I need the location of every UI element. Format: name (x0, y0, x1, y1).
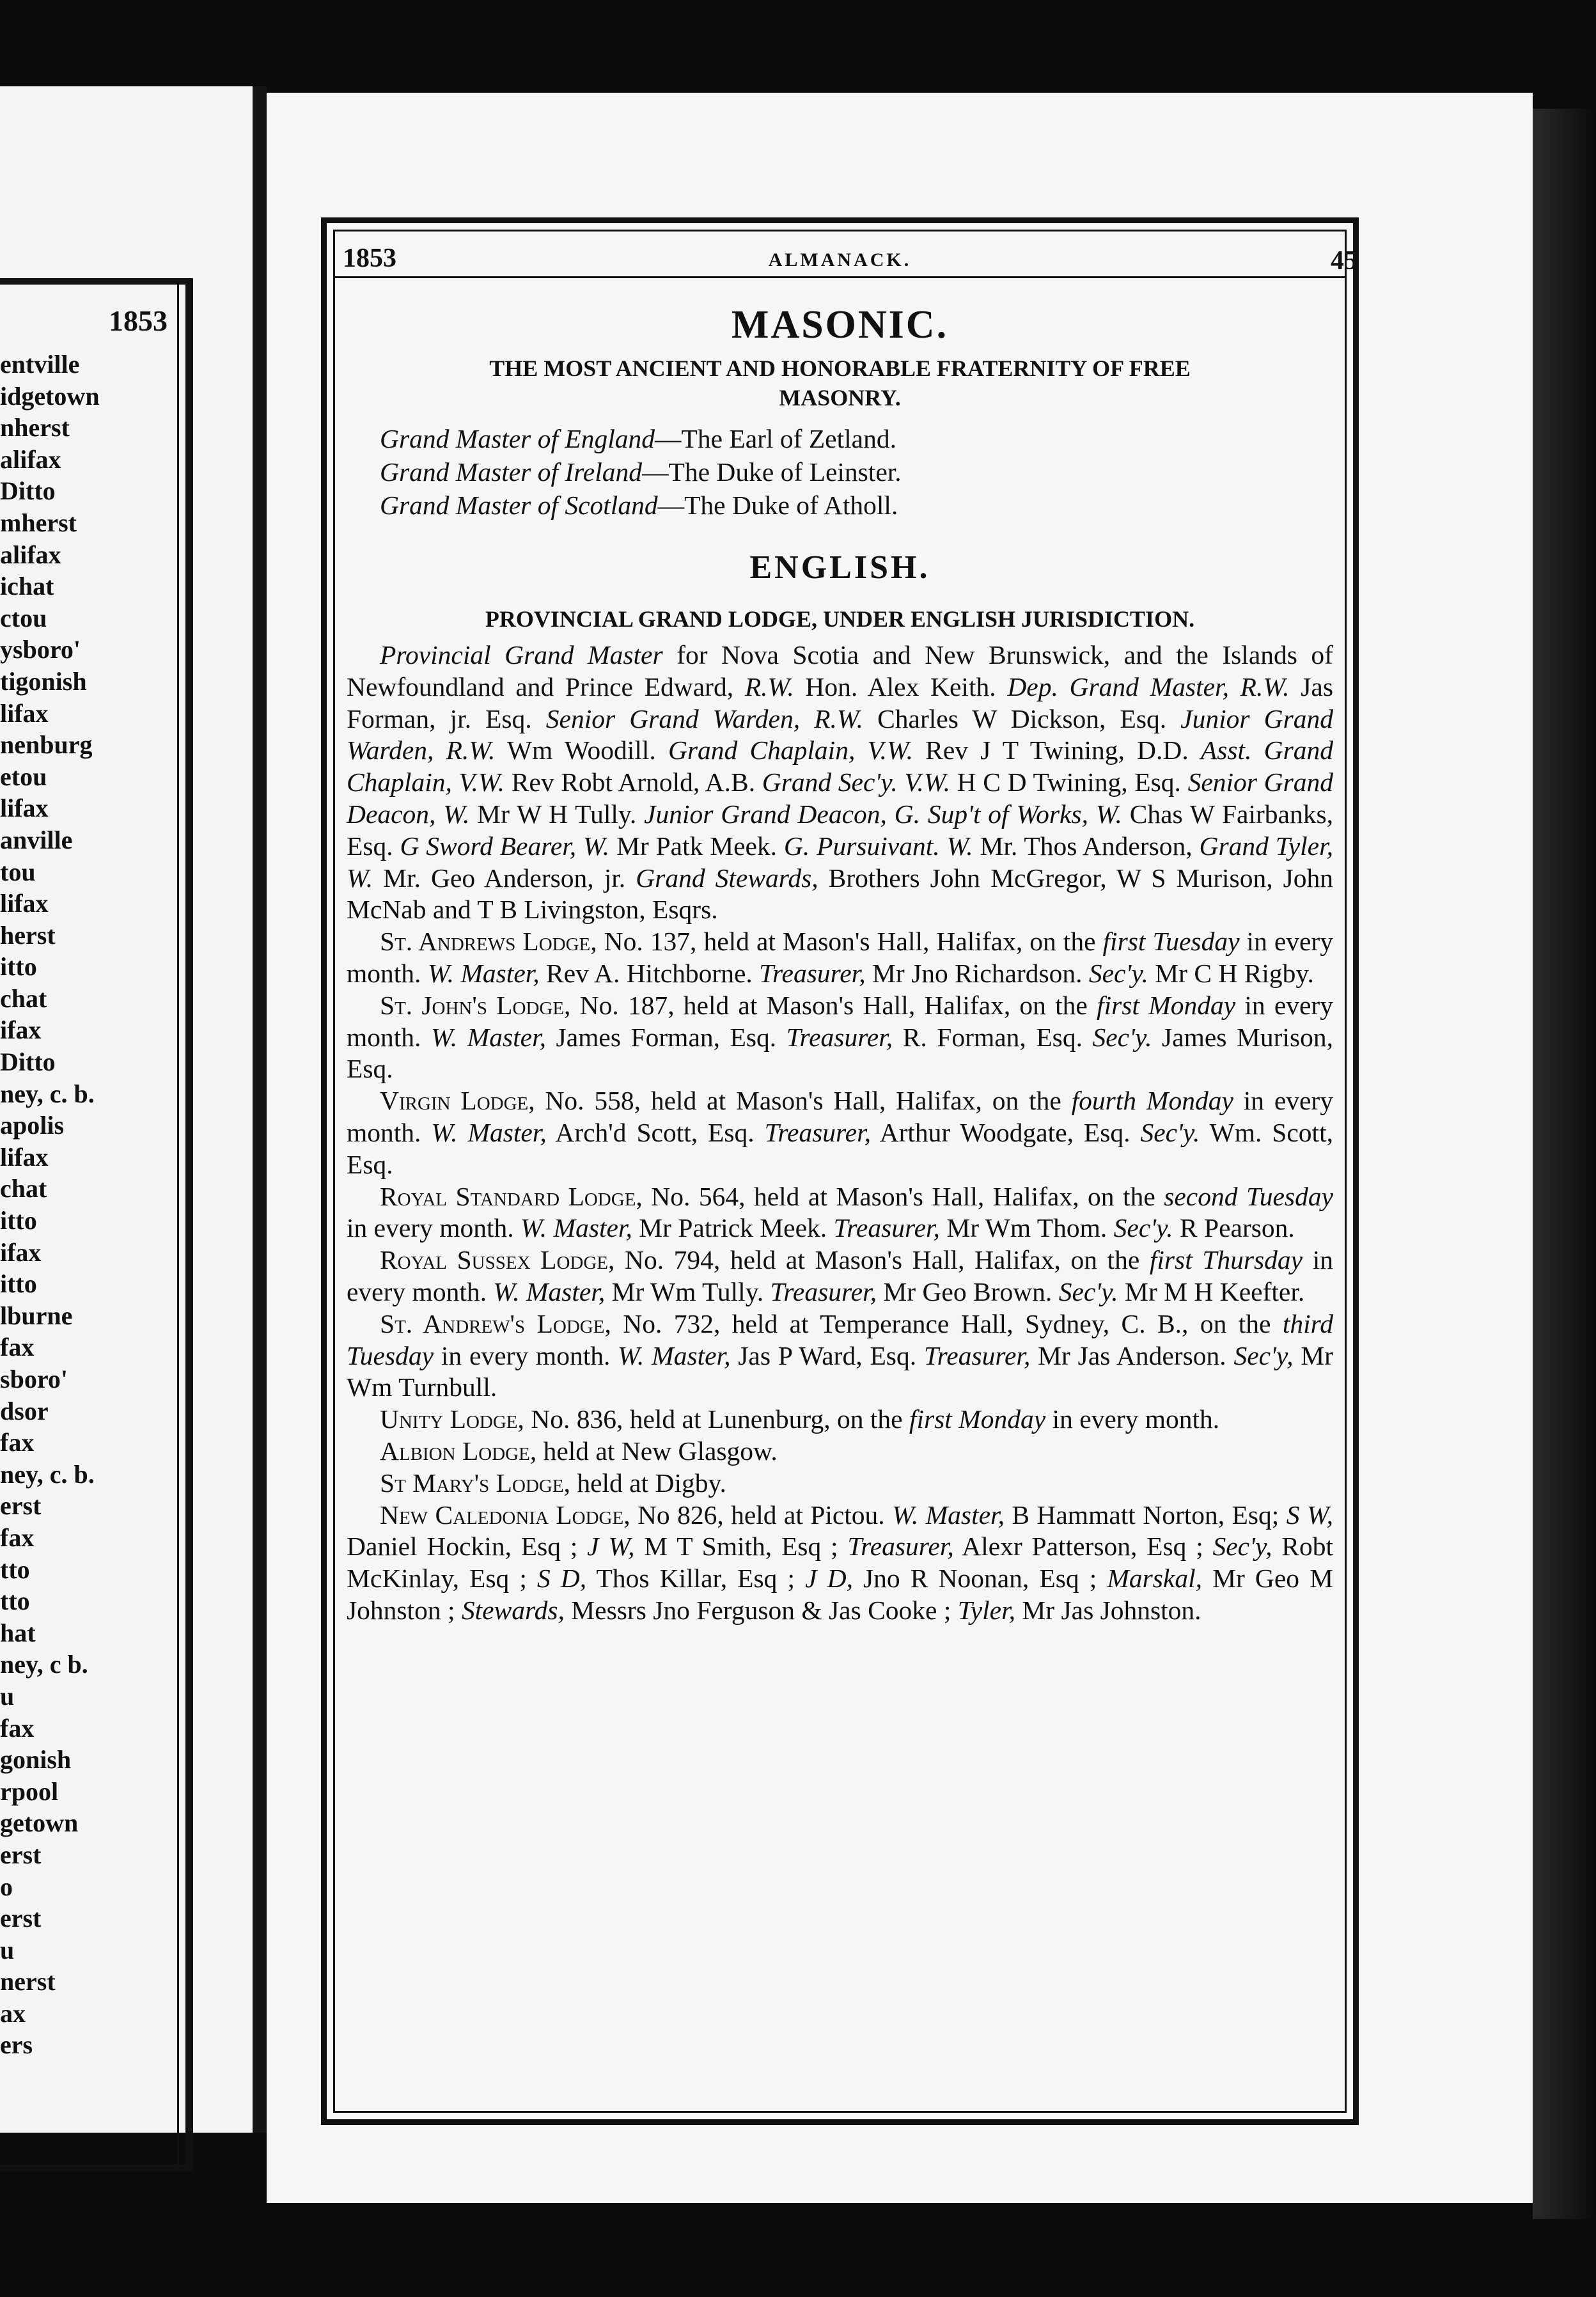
left-page-entry: u (0, 1935, 15, 1964)
left-page-entry: etou (0, 762, 47, 791)
lodge-entry-royal-sussex-794: Royal Sussex Lodge, No. 794, held at Mason's Hall, Halifax, on the first Thursday in every month. W. Master, Mr Wm Tully. Treasurer, Mr Geo Brown. Sec'y. Mr M H Keefter. (347, 1245, 1333, 1306)
left-page-entry: ichat (0, 572, 54, 601)
left-page-entry: tto (0, 1555, 30, 1584)
section-title-english: ENGLISH. (749, 549, 930, 586)
left-page-entry: lifax (0, 794, 49, 823)
left-page-entry: nherst (0, 413, 70, 443)
lodge-entry-albion: Albion Lodge, held at New Glasgow. (380, 1436, 778, 1466)
left-page-entry: herst (0, 920, 56, 950)
lodge-entry-st-johns-187: St. John's Lodge, No. 187, held at Mason's Hall, Halifax, on the first Monday in every month. W. Master, James Forman, Esq. Treasurer, R. Forman, Esq. Sec'y. James Murison, Esq. (347, 990, 1333, 1084)
left-page-entry: apolis (0, 1111, 65, 1140)
page-number: 45 (1331, 246, 1357, 276)
left-page-entry: hat (0, 1618, 36, 1647)
left-page-entry: tigonish (0, 666, 87, 696)
lodge-entry-royal-standard-564: Royal Standard Lodge, No. 564, held at Mason's Hall, Halifax, on the second Tuesday in every month. W. Master, Mr Patrick Meek. Treasurer, Mr Wm Thom. Sec'y. R Pearson. (347, 1181, 1333, 1243)
left-page-entry: erst (0, 1904, 42, 1933)
left-page-entry: alifax (0, 540, 61, 569)
right-page (267, 93, 1533, 2203)
left-page-frame (0, 278, 193, 2171)
left-page-entry: Ditto (0, 1047, 56, 1077)
left-page-year: 1853 (109, 304, 168, 337)
book-gutter (253, 86, 267, 2133)
left-page-entry: anville (0, 825, 73, 854)
left-page-entry: rpool (0, 1776, 59, 1806)
left-page-entry: ifax (0, 1237, 42, 1267)
running-header (335, 231, 1357, 278)
header-year: 1853 (343, 244, 396, 273)
page-frame (321, 217, 1359, 2125)
left-page-entry: itto (0, 1269, 37, 1299)
left-page-entry: ifax (0, 1015, 42, 1045)
left-page-place-list (0, 349, 178, 2061)
left-page-entry: entville (0, 350, 80, 379)
left-page-entry: itto (0, 1206, 37, 1235)
left-page-entry: lifax (0, 1142, 49, 1172)
book-right-edge (1533, 109, 1596, 2219)
left-page-entry: chat (0, 1174, 47, 1203)
left-page-entry: mherst (0, 508, 77, 537)
left-page-entry: gonish (0, 1745, 72, 1775)
lodge-entry-new-caledonia-826: New Caledonia Lodge, No 826, held at Pictou. W. Master, B Hammatt Norton, Esq; S W, Daniel Hockin, Esq ; J W, M T Smith, Esq ; Treasurer, Alexr Patterson, Esq ; Sec'y, Robt McKinlay, Esq ; S D, Thos Killar, Esq ; J D, Jno R Noonan, Esq ; Marskal, Mr Geo M Johnston ; Stewards, Messrs Jno Ferguson & Jas Cooke ; Tyler, Mr Jas Johnston. (347, 1500, 1334, 1625)
left-page-entry: sboro' (0, 1365, 68, 1393)
left-page-entry: fax (0, 1333, 35, 1362)
left-page-entry: u (0, 1681, 15, 1711)
lodge-entry-st-andrews-732: St. Andrew's Lodge, No. 732, held at Temperance Hall, Sydney, C. B., on the third Tuesday in every month. W. Master, Jas P Ward, Esq. Treasurer, Mr Jas Anderson. Sec'y, Mr Wm Turnbull. (347, 1308, 1333, 1402)
left-page-entry: ysboro' (0, 635, 81, 664)
header-title: ALMANACK. (768, 249, 912, 270)
page-frame-inner (333, 230, 1357, 2113)
left-page-entry: erst (0, 1840, 42, 1869)
left-page-entry: erst (0, 1491, 42, 1521)
left-page-entry: ers (0, 2030, 33, 2060)
masonic-subtitle-line-1: THE MOST ANCIENT AND HONORABLE FRATERNITY OF FREE (489, 356, 1191, 381)
left-page-entry: ney, c. b. (0, 1459, 95, 1489)
left-page-entry: o (0, 1872, 13, 1901)
left-page-entry: chat (0, 984, 47, 1013)
lodge-entry-unity-836: Unity Lodge, No. 836, held at Lunenburg, on the first Monday in every month. (380, 1404, 1220, 1434)
lodge-entry-st-andrews-137: St. Andrews Lodge, No. 137, held at Mason's Hall, Halifax, on the first Tuesday in every month. W. Master, Rev A. Hitchborne. Treasurer, Mr Jno Richardson. Sec'y. Mr C H Rigby. (347, 927, 1334, 988)
page-content (347, 283, 1333, 1627)
left-page-entry: idgetown (0, 381, 100, 411)
left-page-entry: lifax (0, 698, 49, 728)
left-page-entry: fax (0, 1713, 35, 1743)
left-page-entry: lburne (0, 1301, 73, 1330)
left-page-entry: fax (0, 1523, 35, 1552)
left-page-entry: tto (0, 1587, 30, 1616)
left-page-entry: tou (0, 857, 36, 886)
left-page-entry: alifax (0, 444, 61, 474)
left-page-entry: getown (0, 1808, 79, 1838)
left-page-entry: fax (0, 1428, 35, 1457)
left-page-entry: ctou (0, 603, 47, 632)
left-page-entry: nerst (0, 1967, 56, 1996)
grand-master-england: Grand Master of England—The Earl of Zetland. (380, 424, 896, 453)
left-page-entry: dsor (0, 1396, 49, 1425)
left-page-entry: ax (0, 1998, 26, 2028)
grand-master-scotland: Grand Master of Scotland—The Duke of Atholl. (380, 490, 898, 520)
lodge-entry-st-marys: St Mary's Lodge, held at Digby. (380, 1468, 726, 1498)
masonic-subtitle-line-2: MASONRY. (779, 385, 901, 411)
left-page-entry: Ditto (0, 476, 56, 506)
left-page-entry: itto (0, 952, 37, 982)
provincial-grand-lodge-heading: PROVINCIAL GRAND LODGE, UNDER ENGLISH JURISDICTION. (485, 606, 1195, 632)
provincial-officers-paragraph: Provincial Grand Master for Nova Scotia and New Brunswick, and the Islands of Newfoundland and Prince Edward, R.W. Hon. Alex Keith. Dep. Grand Master, R.W. Jas Forman, jr. Esq. Senior Grand Warden, R.W. Charles W Dickson, Esq. Junior Grand Warden, R.W. Wm Woodill. Grand Chaplain, V.W. Rev J T Twining, D.D. Asst. Grand Chaplain, V.W. Rev Robt Arnold, A.B. Grand Sec'y. V.W. H C D Twining, Esq. Senior Grand Deacon, W. Mr W H Tully. Junior Grand Deacon, G. Sup't of Works, W. Chas W Fairbanks, Esq. G Sword Bearer, W. Mr Patk Meek. G. Pursuivant. W. Mr. Thos Anderson, Grand Tyler, W. Mr. Geo Anderson, jr. Grand Stewards, Brothers John McGregor, W S Murison, John McNab and T B Livingston, Esqrs. (347, 640, 1334, 925)
left-page-entry: ney, c. b. (0, 1079, 95, 1108)
left-page-fragment (0, 86, 253, 2133)
left-page-entry: nenburg (0, 730, 93, 760)
lodge-entry-virgin-558: Virgin Lodge, No. 558, held at Mason's Hall, Halifax, on the fourth Monday in every month. W. Master, Arch'd Scott, Esq. Treasurer, Arthur Woodgate, Esq. Sec'y. Wm. Scott, Esq. (347, 1086, 1333, 1179)
grand-master-ireland: Grand Master of Ireland—The Duke of Leinster. (380, 457, 902, 487)
left-page-entry: lifax (0, 889, 49, 918)
left-page-entry: ney, c b. (0, 1650, 88, 1679)
section-title-masonic: MASONIC. (731, 303, 949, 347)
